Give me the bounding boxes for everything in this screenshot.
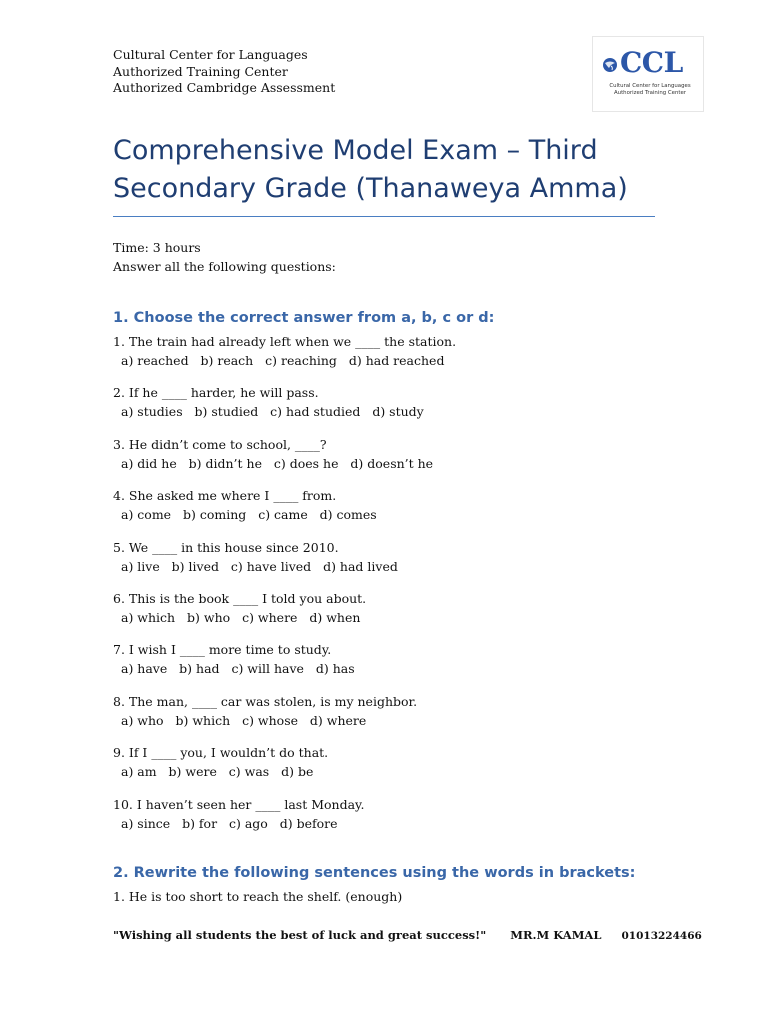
section-2-heading: 2. Rewrite the following sentences using the words in brackets: — [113, 865, 636, 881]
ccl-logo — [592, 36, 704, 112]
exam-time: Time: 3 hours — [113, 240, 201, 255]
question-options: a) am b) were c) was d) be — [121, 764, 314, 780]
question-options: a) since b) for c) ago d) before — [121, 815, 338, 831]
question-options: a) come b) coming c) came d) comes — [121, 507, 377, 523]
question-stem: 2. If he ____ harder, he will pass. — [113, 385, 319, 401]
footer-phone: 01013224466 — [621, 930, 702, 942]
school-header — [113, 47, 335, 97]
question-item — [113, 486, 456, 537]
exam-instruction: Answer all the following questions: — [113, 259, 336, 274]
question-item — [113, 640, 456, 691]
question-stem: 7. I wish I ____ more time to study. — [113, 642, 332, 658]
question-options: a) which b) who c) where d) when — [121, 609, 361, 625]
question-stem: 3. He didn’t come to school, ____? — [113, 436, 327, 452]
question-item — [113, 795, 456, 846]
footer-quote: "Wishing all students the best of luck and great success!" — [113, 928, 487, 942]
question-stem: 4. She asked me where I ____ from. — [113, 488, 337, 504]
question-stem: 6. This is the book ____ I told you about. — [113, 590, 367, 606]
rewrite-item: 1. He is too short to reach the shelf. (enough) — [113, 889, 403, 904]
header-line: Authorized Cambridge Assessment — [113, 80, 336, 95]
question-item — [113, 589, 456, 640]
question-stem: 5. We ____ in this house since 2010. — [113, 539, 339, 555]
footer — [113, 928, 702, 942]
exam-intro — [113, 238, 336, 276]
footer-author: MR.M KAMAL — [510, 928, 602, 942]
question-item — [113, 435, 456, 486]
logo-text: CCL — [620, 46, 683, 79]
question-options: a) studies b) studied c) had studied d) study — [121, 404, 424, 420]
question-item — [113, 692, 456, 743]
question-options: a) reached b) reach c) reaching d) had reached — [121, 353, 445, 368]
question-list — [113, 332, 456, 846]
question-options: a) have b) had c) will have d) has — [121, 661, 355, 677]
question-stem: 1. The train had already left when we ____ the station. — [113, 334, 457, 349]
question-item — [113, 743, 456, 794]
globe-icon — [602, 57, 618, 73]
question-options: a) who b) which c) whose d) where — [121, 712, 367, 728]
header-line: Cultural Center for Languages — [113, 47, 308, 62]
logo-sub-line: Cultural Center for Languages — [609, 83, 691, 89]
question-stem: 8. The man, ____ car was stolen, is my neighbor. — [113, 693, 418, 709]
question-stem: 9. If I ____ you, I wouldn’t do that. — [113, 745, 329, 761]
logo-sub-line: Authorized Training Center — [613, 90, 687, 96]
question-item — [113, 383, 456, 434]
exam-title: Comprehensive Model Exam – Third Secondary Grade (Thanaweya Amma) — [113, 135, 628, 204]
question-item — [113, 538, 456, 589]
question-stem: 10. I haven’t seen her ____ last Monday. — [113, 796, 365, 812]
question-options: a) live b) lived c) have lived d) had lived — [121, 558, 398, 574]
question-item — [113, 332, 456, 383]
question-options: a) did he b) didn’t he c) does he d) doesn’t he — [121, 455, 434, 471]
title-divider — [113, 216, 655, 217]
header-line: Authorized Training Center — [113, 63, 288, 79]
section-1-heading: 1. Choose the correct answer from a, b, c or d: — [113, 310, 495, 326]
logo-subtitle — [599, 83, 701, 97]
